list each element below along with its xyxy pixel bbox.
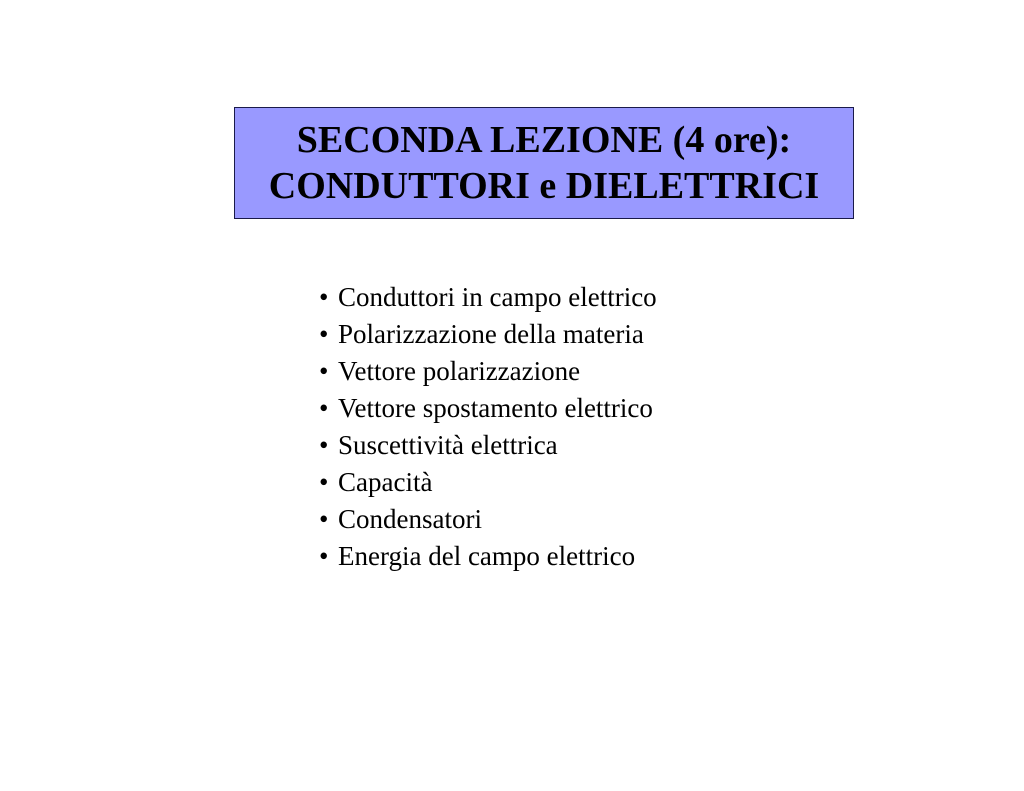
bullet-icon: • — [319, 504, 329, 534]
topic-item — [319, 501, 657, 538]
topic-item — [319, 353, 657, 390]
topic-text: Vettore polarizzazione — [338, 356, 581, 386]
topic-item — [319, 464, 657, 501]
topic-item — [319, 279, 657, 316]
topic-text: Suscettività elettrica — [338, 430, 558, 460]
topic-text: Conduttori in campo elettrico — [338, 282, 657, 312]
slide-title-line-2: CONDUTTORI e DIELETTRICI — [268, 165, 820, 207]
topic-text: Energia del campo elettrico — [338, 541, 636, 571]
topic-list — [319, 279, 657, 575]
topic-text: Capacità — [338, 467, 433, 497]
slide-title-box — [234, 107, 854, 219]
bullet-icon: • — [319, 467, 329, 497]
topic-item — [319, 538, 657, 575]
topic-text: Polarizzazione della materia — [338, 319, 644, 349]
slide-title-line-1: SECONDA LEZIONE (4 ore): — [296, 119, 792, 161]
bullet-icon: • — [319, 393, 329, 423]
topic-text: Condensatori — [338, 504, 482, 534]
topic-item — [319, 427, 657, 464]
bullet-icon: • — [319, 319, 329, 349]
bullet-icon: • — [319, 541, 329, 571]
bullet-icon: • — [319, 356, 329, 386]
topic-text: Vettore spostamento elettrico — [338, 393, 653, 423]
topic-item — [319, 390, 657, 427]
topic-item — [319, 316, 657, 353]
bullet-icon: • — [319, 282, 329, 312]
bullet-icon: • — [319, 430, 329, 460]
